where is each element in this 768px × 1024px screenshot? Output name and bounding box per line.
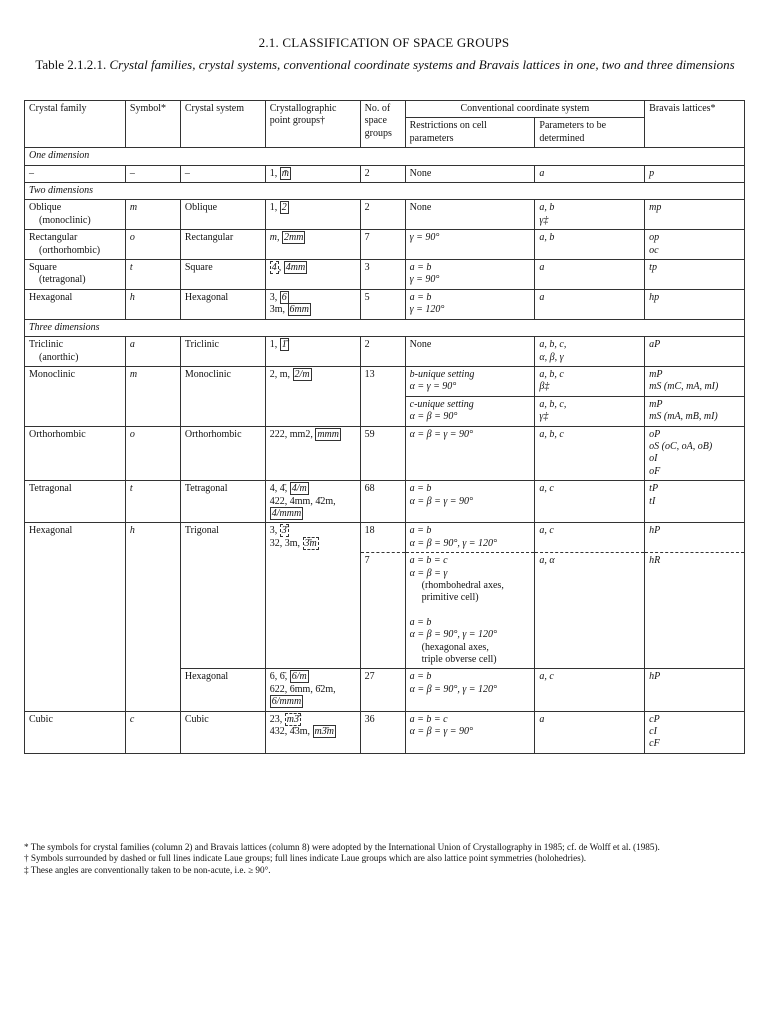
cell: 222, mm2, mmm <box>265 426 360 481</box>
cell: Tetragonal <box>25 481 126 523</box>
cell: a <box>125 337 180 367</box>
cell: tP tI <box>645 481 745 523</box>
cell: Orthorhombic <box>180 426 265 481</box>
cell: Tetragonal <box>180 481 265 523</box>
cell: o <box>125 230 180 260</box>
table-caption <box>24 58 746 72</box>
cell: Monoclinic <box>180 366 265 426</box>
cell: 2 <box>360 337 405 367</box>
section-row <box>25 148 745 165</box>
col-no-space-groups: No. of space groups <box>360 101 405 148</box>
cell: a, b γ‡ <box>535 200 645 230</box>
cell: a, b, c <box>535 426 645 481</box>
cell: None <box>405 337 535 367</box>
cell: mp <box>645 200 745 230</box>
section-row <box>25 319 745 336</box>
cell: Orthorhombic <box>25 426 126 481</box>
cell: a = b γ = 90° <box>405 260 535 290</box>
cell: a, c <box>535 669 645 711</box>
cell: a <box>535 711 645 753</box>
cell: a = b = c α = β = γ = 90° <box>405 711 535 753</box>
cell: Rectangular <box>180 230 265 260</box>
col-parameters: Parameters to be determined <box>535 118 645 148</box>
cell: h <box>125 289 180 319</box>
cell: 13 <box>360 366 405 426</box>
cell: None <box>405 165 535 182</box>
col-crystal-system: Crystal system <box>180 101 265 148</box>
cell: 36 <box>360 711 405 753</box>
col-point-groups: Crystallographic point groups† <box>265 101 360 148</box>
cell: a = b γ = 120° <box>405 289 535 319</box>
page-header: 2.1. CLASSIFICATION OF SPACE GROUPS <box>258 35 510 50</box>
cell: a, b, c, α, β, γ <box>535 337 645 367</box>
cell: cP cI cF <box>645 711 745 753</box>
cell: Hexagonal <box>180 669 265 711</box>
cell: Trigonal <box>180 523 265 669</box>
cell: a, b, c, γ‡ <box>535 396 645 426</box>
section-row <box>25 183 745 200</box>
cell: Hexagonal <box>25 289 126 319</box>
section-one-dimension: One dimension <box>25 148 745 165</box>
cell: a = b α = β = 90°, γ = 120° <box>405 669 535 711</box>
cell: 2 <box>360 200 405 230</box>
cell: m <box>125 200 180 230</box>
cell: a, b <box>535 230 645 260</box>
cell: 27 <box>360 669 405 711</box>
cell: – <box>25 165 126 182</box>
cell: 7 <box>360 553 405 669</box>
cell: Triclinic <box>180 337 265 367</box>
cell: – <box>180 165 265 182</box>
cell: hR <box>645 553 745 669</box>
cell: aP <box>645 337 745 367</box>
cell: c <box>125 711 180 753</box>
cell: 2 <box>360 165 405 182</box>
table-row <box>25 200 745 230</box>
cell: t <box>125 260 180 290</box>
cell: 2, m, 2/m <box>265 366 360 426</box>
table-row <box>25 165 745 182</box>
cell: 23, m3̄ 432, 4̄3m, m3̄m <box>265 711 360 753</box>
col-conventional: Conventional coordinate system <box>405 101 645 118</box>
section-three-dimensions: Three dimensions <box>25 319 745 336</box>
cell: Hexagonal <box>25 523 126 711</box>
cell: m, 2mm <box>265 230 360 260</box>
col-restrictions: Restrictions on cell parameters <box>405 118 535 148</box>
cell: a = b α = β = 90°, γ = 120° <box>405 523 535 553</box>
cell: Oblique <box>180 200 265 230</box>
cell: 18 <box>360 523 405 553</box>
cell: a <box>535 165 645 182</box>
cell: o <box>125 426 180 481</box>
table-row <box>25 230 745 260</box>
table-row <box>25 481 745 523</box>
cell: 1, 1̄ <box>265 337 360 367</box>
cell: Oblique (monoclinic) <box>25 200 126 230</box>
header-row <box>25 101 745 118</box>
cell: Triclinic (anorthic) <box>25 337 126 367</box>
cell: 4 , 4mm <box>265 260 360 290</box>
col-crystal-family: Crystal family <box>25 101 126 148</box>
cell: – <box>125 165 180 182</box>
table-row <box>25 426 745 481</box>
cell: b-unique setting α = γ = 90° <box>405 366 535 396</box>
cell: 6, 6̄, 6/m 622, 6mm, 6̄2m, 6/mmm <box>265 669 360 711</box>
cell: hP <box>645 669 745 711</box>
table-row <box>25 337 745 367</box>
cell: 1, 2 <box>265 200 360 230</box>
table-label: Table 2.1.2.1. <box>35 57 107 72</box>
footnotes <box>24 842 754 876</box>
table-row <box>25 523 745 553</box>
cell: a = b α = β = γ = 90° <box>405 481 535 523</box>
col-bravais: Bravais lattices* <box>645 101 745 148</box>
cell: Rectangular (orthorhombic) <box>25 230 126 260</box>
footnote-1: * The symbols for crystal families (column 2) and Bravais lattices (column 8) were adopted by the International Union of Crystallography in 1985; cf. de Wolff et al. (1985). <box>24 842 660 852</box>
cell: oP oS (oC, oA, oB) oI oF <box>645 426 745 481</box>
cell: Square <box>180 260 265 290</box>
cell: mP mS (mC, mA, mI) <box>645 366 745 396</box>
cell: Hexagonal <box>180 289 265 319</box>
cell: Square (tetragonal) <box>25 260 126 290</box>
cell: h <box>125 523 180 711</box>
cell: m <box>125 366 180 426</box>
cell: None <box>405 200 535 230</box>
cell: a <box>535 260 645 290</box>
cell: p <box>645 165 745 182</box>
footnote-2: † Symbols surrounded by dashed or full lines indicate Laue groups; full lines indicate Laue groups which are also lattice point symmetries (holohedries). <box>24 853 587 864</box>
cell: tp <box>645 260 745 290</box>
cell: a = b = c α = β = γ (rhombohedral axes, primitive cell) a = b α = β = 90°, γ = 120° (hexagonal axes, triple obverse cell) <box>405 553 535 669</box>
cell: t <box>125 481 180 523</box>
cell: α = β = γ = 90° <box>405 426 535 481</box>
cell: a, b, c β‡ <box>535 366 645 396</box>
cell: 59 <box>360 426 405 481</box>
cell: mP mS (mA, mB, mI) <box>645 396 745 426</box>
cell: hP <box>645 523 745 553</box>
col-symbol: Symbol* <box>125 101 180 148</box>
cell: Cubic <box>180 711 265 753</box>
section-two-dimensions: Two dimensions <box>25 183 745 200</box>
cell: 3, 6 3m, 6mm <box>265 289 360 319</box>
cell: 3, 3̄ 32, 3m, 3̄m <box>265 523 360 669</box>
cell: 7 <box>360 230 405 260</box>
cell: a, c <box>535 481 645 523</box>
table-row <box>25 366 745 396</box>
cell: 1, m̄ <box>265 165 360 182</box>
cell: op oc <box>645 230 745 260</box>
cell: 68 <box>360 481 405 523</box>
cell: a, α <box>535 553 645 669</box>
table-title: Crystal families, crystal systems, conventional coordinate systems and Bravais lattices in one, two and three dimensions <box>109 57 735 72</box>
table-row <box>25 260 745 290</box>
cell: hp <box>645 289 745 319</box>
cell: 5 <box>360 289 405 319</box>
table-row <box>25 711 745 753</box>
cell: c-unique setting α = β = 90° <box>405 396 535 426</box>
footnote-3: ‡ These angles are conventionally taken to be non-acute, i.e. ≥ 90°. <box>24 864 271 875</box>
space-group-table <box>24 100 745 754</box>
cell: γ = 90° <box>405 230 535 260</box>
table-row <box>25 289 745 319</box>
cell: a <box>535 289 645 319</box>
cell: Monoclinic <box>25 366 126 426</box>
cell: a, c <box>535 523 645 553</box>
cell: Cubic <box>25 711 126 753</box>
cell: 3 <box>360 260 405 290</box>
cell: 4, 4̄, 4/m 422, 4mm, 4̄2m, 4/mmm <box>265 481 360 523</box>
